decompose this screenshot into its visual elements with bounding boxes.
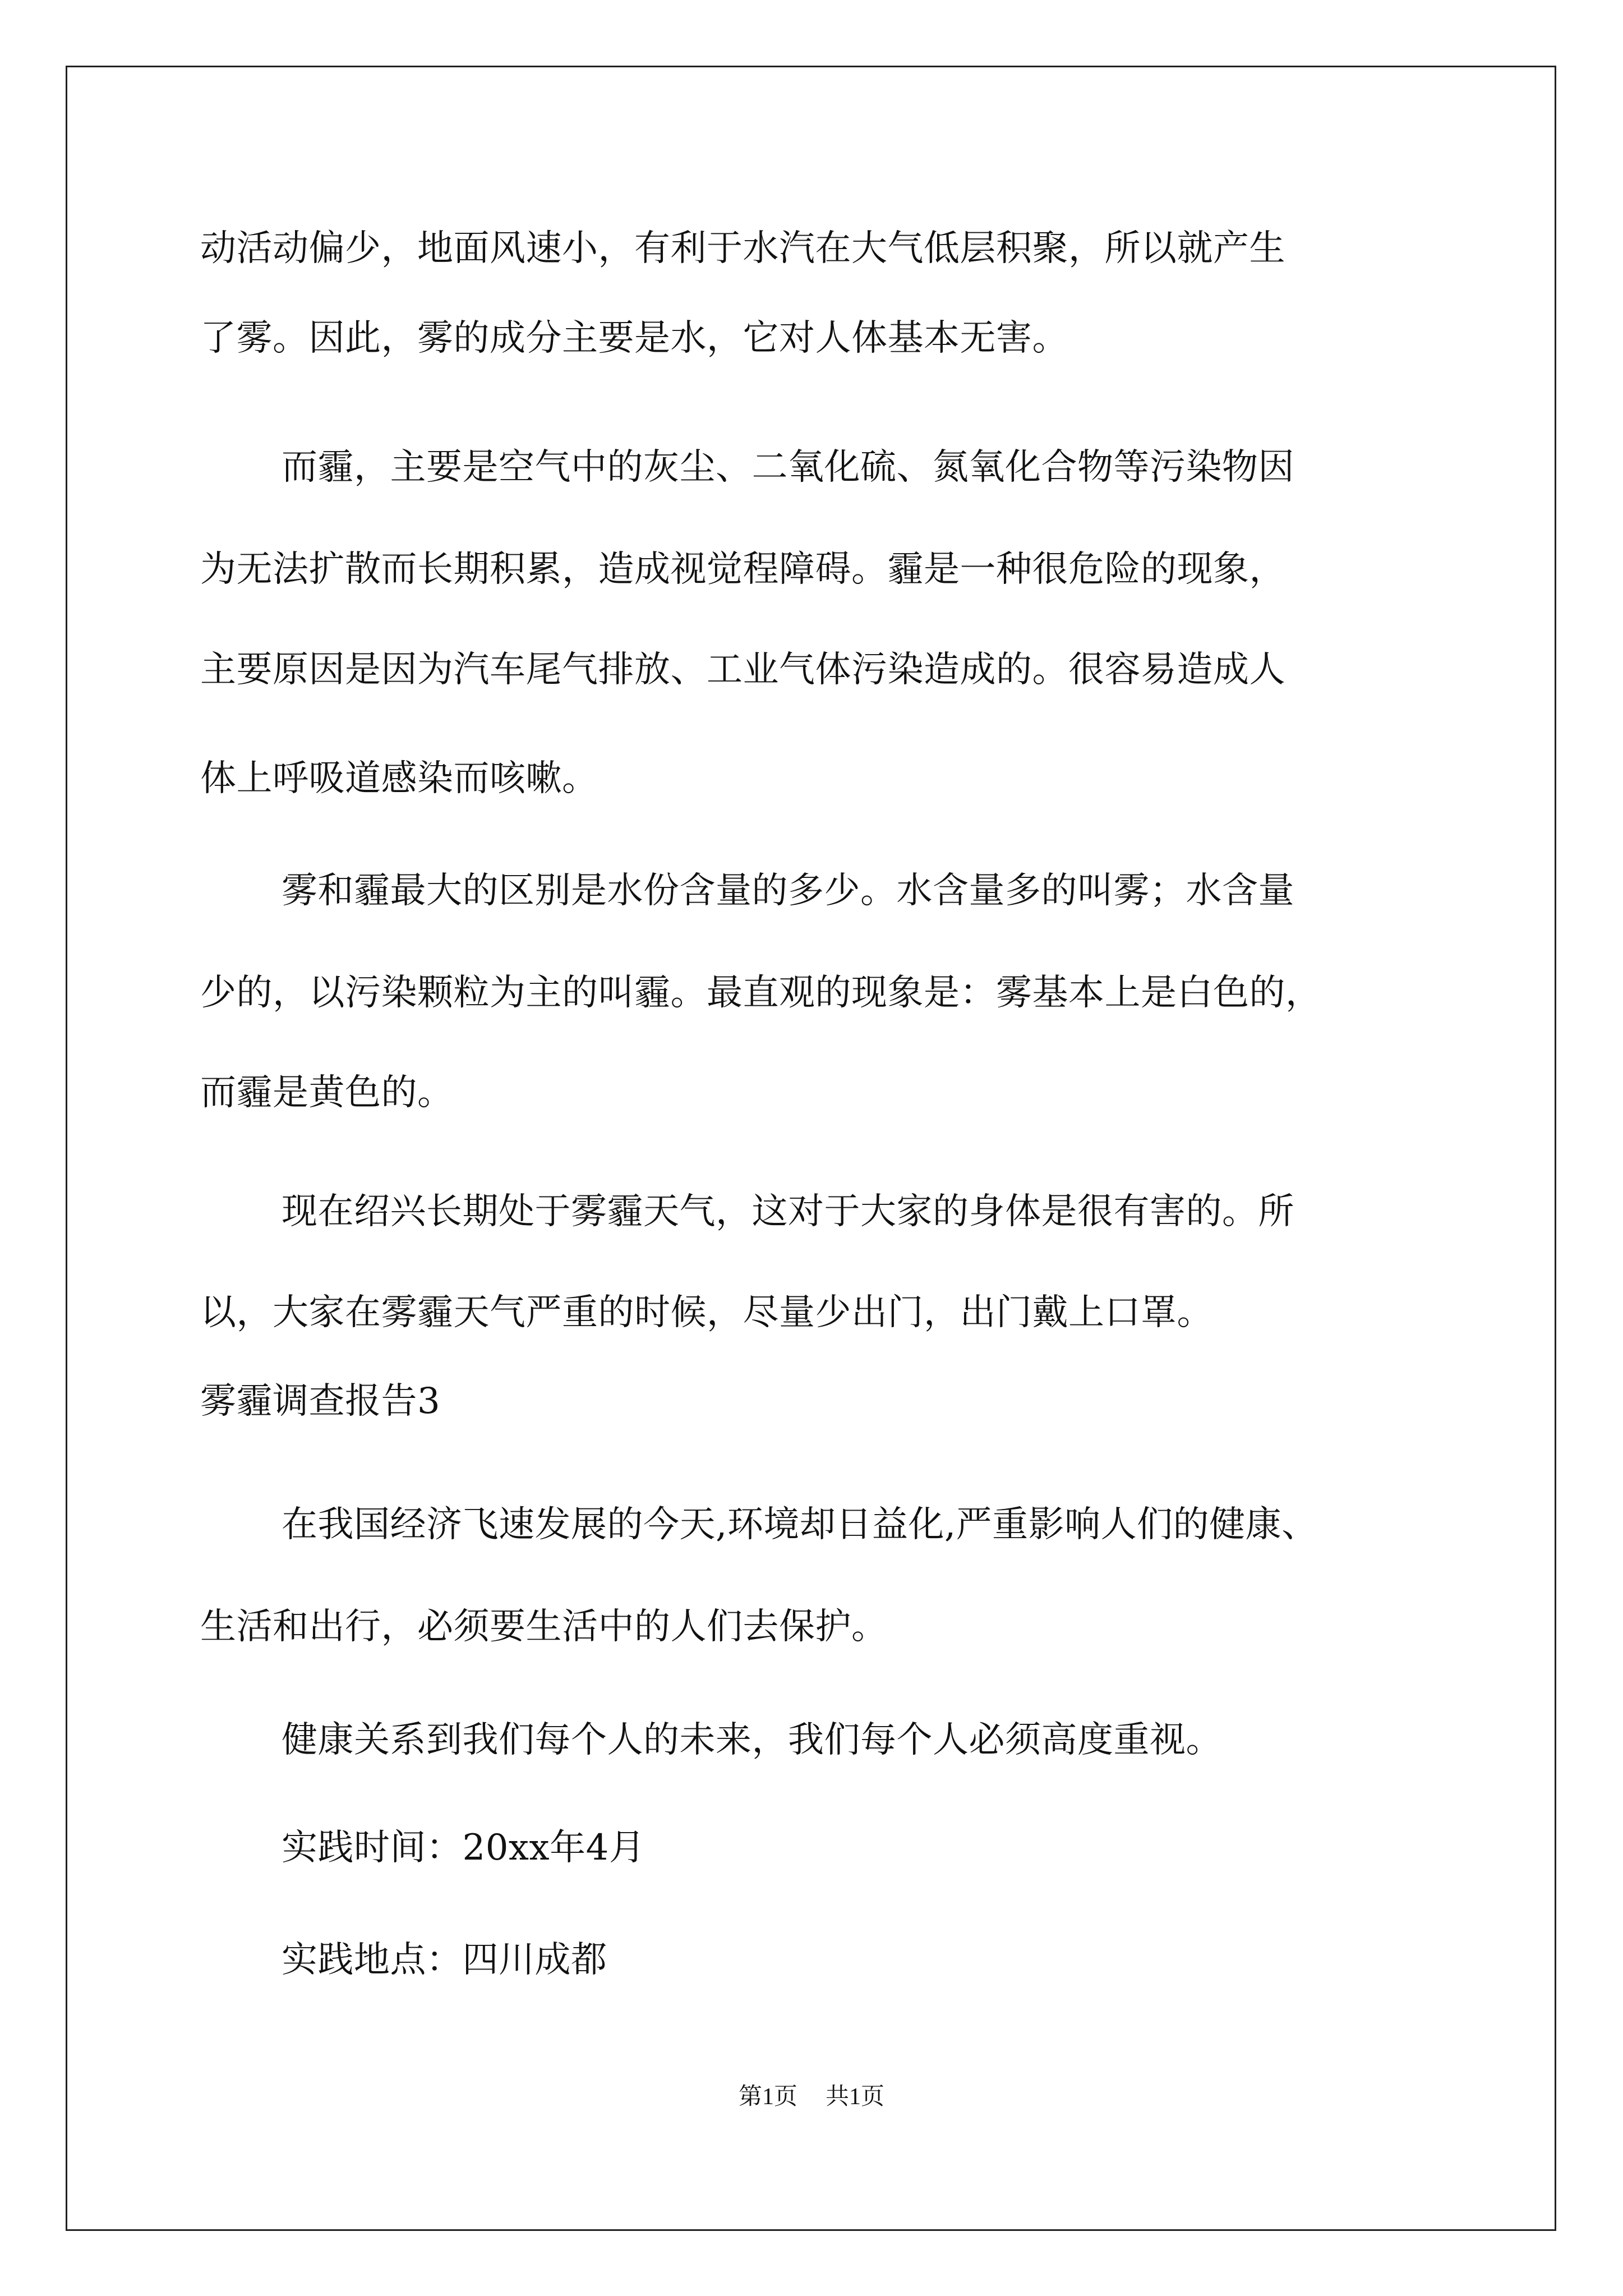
paragraph-line: 体上呼吸道感染而咳嗽。 bbox=[200, 758, 598, 799]
paragraph-line: 了雾。因此，雾的成分主要是水，它对人体基本无害。 bbox=[200, 318, 1068, 359]
section-heading: 雾霾调查报告3 bbox=[200, 1381, 441, 1422]
page-footer bbox=[0, 2081, 1623, 2113]
page-total: 共1页 bbox=[826, 2084, 885, 2110]
paragraph-line: 而霾，主要是空气中的灰尘、二氧化硫、氮氧化合物等污染物因 bbox=[282, 447, 1294, 488]
paragraph-line: 雾和霾最大的区别是水份含量的多少。水含量多的叫雾；水含量 bbox=[282, 870, 1294, 912]
practice-location: 实践地点：四川成都 bbox=[282, 1939, 607, 1981]
paragraph-line: 少的，以污染颗粒为主的叫霾。最直观的现象是：雾基本上是白色的， bbox=[200, 972, 1322, 1014]
page-border bbox=[66, 66, 1556, 2231]
practice-time: 实践时间：20xx年4月 bbox=[282, 1827, 645, 1869]
paragraph-line: 为无法扩散而长期积累，造成视觉程障碍。霾是一种很危险的现象， bbox=[200, 549, 1285, 590]
paragraph-line: 动活动偏少，地面风速小，有利于水汽在大气低层积聚，所以就产生 bbox=[200, 228, 1285, 269]
paragraph-line: 健康关系到我们每个人的未来，我们每个人必须高度重视。 bbox=[282, 1719, 1222, 1761]
page-number: 第1页 bbox=[738, 2084, 797, 2110]
paragraph-line: 现在绍兴长期处于雾霾天气，这对于大家的身体是很有害的。所 bbox=[282, 1191, 1294, 1232]
paragraph-line: 而霾是黄色的。 bbox=[200, 1072, 454, 1114]
paragraph-line: 以，大家在雾霾天气严重的时候，尽量少出门，出门戴上口罩。 bbox=[200, 1292, 1213, 1333]
paragraph-line: 主要原因是因为汽车尾气排放、工业气体污染造成的。很容易造成人 bbox=[200, 649, 1285, 691]
paragraph-line: 生活和出行，必须要生活中的人们去保护。 bbox=[200, 1606, 888, 1648]
paragraph-line: 在我国经济飞速发展的今天,环境却日益化,严重影响人们的健康、 bbox=[282, 1504, 1318, 1545]
